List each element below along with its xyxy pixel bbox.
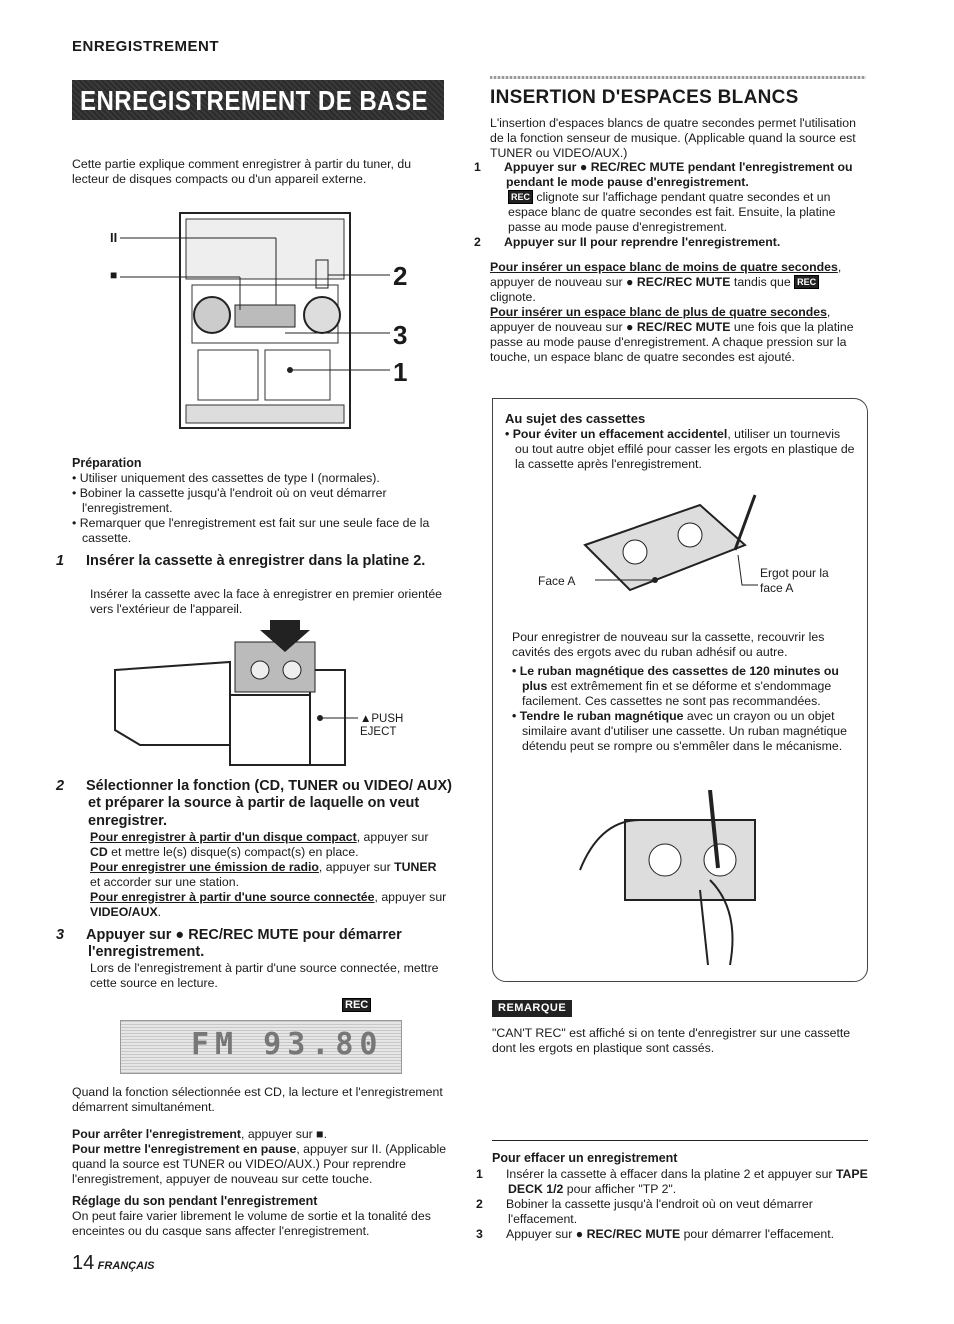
right-column-rule bbox=[490, 76, 866, 79]
section-tag: ENREGISTREMENT bbox=[72, 38, 220, 55]
page-number: 14 bbox=[72, 1252, 95, 1274]
blank-variants bbox=[490, 260, 868, 365]
preparation-item: • Utiliser uniquement des cassettes de type I (normales). bbox=[72, 471, 380, 486]
preparation-item: • Bobiner la cassette jusqu'à l'endroit où on veut démarrer l'enregistrement. bbox=[72, 486, 387, 516]
after-lcd-text: Quand la fonction sélectionnée est CD, la lecture et l'enregistrement démarrent simultanément. bbox=[72, 1085, 443, 1114]
step1-number: 1 bbox=[56, 553, 65, 569]
push-label: ▲PUSH bbox=[360, 713, 404, 725]
step2-title: Sélectionner la fonction (CD, TUNER ou VIDEO/ AUX) et préparer la source à partir de laquelle on veut enregistrer. bbox=[86, 778, 453, 829]
sound-text: On peut faire varier librement le volume de sortie et la tonalité des enceintes ou du casque sans affecter l'enregistrement. bbox=[72, 1209, 431, 1238]
blank-steps bbox=[474, 160, 868, 250]
step1-text: Insérer la cassette avec la face à enregistrer en premier orientée vers l'extérieur de l'appareil. bbox=[90, 587, 443, 616]
cassette-tip-1: • Pour éviter un effacement accidentel, utiliser un tournevis ou tout autre objet effilé pour casser les ergots en plastique de la cassette après l'enregistrement. bbox=[505, 426, 855, 471]
blank-less: Pour insérer un espace blanc de moins de quatre secondes, appuyer de nouveau sur ● REC/REC MUTE tandis que REC clignote. bbox=[490, 260, 842, 304]
cassette-tab-illustration bbox=[530, 490, 850, 620]
lcd-display bbox=[120, 1020, 402, 1074]
cassette-tip-2: • Le ruban magnétique des cassettes de 120 minutes ou plus est extrêmement fin et se déforme et s'endommage facilement. Ces cassettes ne sont pas recommandées. bbox=[512, 664, 839, 708]
remarque-label: REMARQUE bbox=[492, 1000, 572, 1017]
erase-title: Pour effacer un enregistrement bbox=[492, 1151, 678, 1165]
lcd-rec-indicator: REC bbox=[342, 998, 371, 1012]
ergot-label: Ergot pour la face A bbox=[760, 566, 829, 595]
remarque-text: "CAN'T REC" est affiché si on tente d'enregistrer sur une cassette dont les ergots en plastique sont cassés. bbox=[492, 1026, 851, 1055]
step2-cd: Pour enregistrer à partir d'un disque compact, appuyer sur CD et mettre le(s) disque(s) compact(s) en place. bbox=[90, 830, 429, 859]
rec-indicator: REC bbox=[794, 275, 819, 289]
pencil-tape-figure bbox=[570, 790, 790, 970]
intro-text: Cette partie explique comment enregistrer à partir du tuner, du lecteur de disques compacts ou d'un appareil externe. bbox=[72, 157, 412, 186]
page-title-bar bbox=[72, 80, 444, 120]
stop-instruction: Pour arrêter l'enregistrement, appuyer sur ■. bbox=[72, 1127, 328, 1141]
preparation-section bbox=[72, 456, 448, 546]
step3-title: Appuyer sur ● REC/REC MUTE pour démarrer l'enregistrement. bbox=[86, 927, 402, 961]
cassette-tip-cover: Pour enregistrer de nouveau sur la cassette, recouvrir les cavités des ergots avec du ruban adhésif ou autre. bbox=[512, 630, 825, 659]
pause-label: II bbox=[110, 230, 118, 245]
step3-text: Lors de l'enregistrement à partir d'une source connectée, mettre cette source en lecture. bbox=[90, 961, 439, 990]
page-footer bbox=[72, 1251, 155, 1275]
cassette-insert-figure bbox=[110, 620, 430, 770]
cassette-tab-figure bbox=[530, 490, 850, 620]
pencil-tape-illustration bbox=[570, 790, 790, 970]
step3-number: 3 bbox=[56, 927, 65, 943]
step2-cd-label: Pour enregistrer à partir d'un disque compact bbox=[90, 830, 357, 844]
eject-label: EJECT bbox=[360, 726, 397, 738]
callout-3: 3 bbox=[393, 320, 408, 350]
cassette-info-title: Au sujet des cassettes bbox=[505, 411, 646, 426]
preparation-title: Préparation bbox=[72, 456, 142, 470]
callout-1: 1 bbox=[393, 357, 408, 387]
step2-heading bbox=[56, 778, 468, 830]
blank-step1-text: REC clignote sur l'affichage pendant quatre secondes et un espace blanc de quatre secondes est fait. Ensuite, la platine passe au mode pause d'enregistrement. bbox=[508, 190, 836, 234]
face-a-label: Face A bbox=[538, 574, 576, 588]
blank-intro: L'insertion d'espaces blancs de quatre secondes permet l'utilisation de la fonction senseur de musique. (Applicable quand la source est TUNER ou VIDEO/AUX.) bbox=[490, 116, 856, 160]
step2-source-label: Pour enregistrer à partir d'une source connectée bbox=[90, 890, 375, 904]
erase-step: 3 Appuyer sur ● REC/REC MUTE pour démarrer l'effacement. bbox=[476, 1227, 835, 1241]
remarque-badge bbox=[492, 1000, 572, 1017]
cassette-info-more bbox=[512, 630, 854, 754]
preparation-item: • Remarquer que l'enregistrement est fait sur une seule face de la cassette. bbox=[72, 516, 430, 546]
step1-title: Insérer la cassette à enregistrer dans la platine 2. bbox=[86, 553, 426, 569]
step2-radio-label: Pour enregistrer une émission de radio bbox=[90, 860, 319, 874]
step2-radio: Pour enregistrer une émission de radio, appuyer sur TUNER et accorder sur une station. bbox=[90, 860, 437, 889]
stop-label: ■ bbox=[110, 268, 118, 282]
lcd-frequency: FM 93.80 bbox=[191, 1027, 384, 1062]
stereo-unit-figure bbox=[100, 205, 430, 435]
page-title: ENREGISTREMENT DE BASE bbox=[80, 85, 428, 116]
step1-heading bbox=[56, 553, 464, 570]
rec-indicator: REC bbox=[508, 190, 533, 204]
erase-divider bbox=[492, 1140, 868, 1141]
cassette-info-content bbox=[505, 411, 855, 472]
cassette-tip-3: • Tendre le ruban magnétique avec un crayon ou un objet similaire avant d'utiliser une cassette. Un ruban magnétique détendu peut se rompre ou s'emmêler dans le mécanisme. bbox=[512, 709, 847, 753]
sound-title: Réglage du son pendant l'enregistrement bbox=[72, 1194, 318, 1208]
step2-source: Pour enregistrer à partir d'une source connectée, appuyer sur VIDEO/AUX. bbox=[90, 890, 447, 919]
blank-insertion-title: INSERTION D'ESPACES BLANCS bbox=[490, 87, 799, 108]
blank-more: Pour insérer un espace blanc de plus de quatre secondes, appuyer de nouveau sur ● REC/REC MUTE une fois que la platine passe au mode pause d'enregistrement. A chaque pression sur la touche, un espace blanc de quatre secondes est ajouté. bbox=[490, 305, 854, 364]
erase-step: 1 Insérer la cassette à effacer dans la platine 2 et appuyer sur TAPE DECK 1/2 pour afficher "TP 2". bbox=[476, 1167, 868, 1196]
cassette-insert-illustration bbox=[110, 620, 430, 770]
step2-body bbox=[90, 830, 448, 920]
stereo-unit-illustration bbox=[100, 205, 430, 435]
page-language: FRANÇAIS bbox=[97, 1260, 155, 1272]
erase-steps bbox=[476, 1167, 870, 1242]
blank-step1-title: 1 Appuyer sur ● REC/REC MUTE pendant l'enregistrement ou pendant le mode pause d'enregistrement. bbox=[474, 160, 853, 189]
step3-heading bbox=[56, 927, 468, 962]
pause-instruction: Pour mettre l'enregistrement en pause, appuyer sur II. (Applicable quand la source est TUNER ou VIDEO/AUX.) Pour reprendre l'enregistrement, appuyer de nouveau sur cette touche. bbox=[72, 1142, 447, 1186]
step2-number: 2 bbox=[56, 778, 65, 794]
blank-step2-title: 2 Appuyer sur II pour reprendre l'enregistrement. bbox=[474, 235, 781, 249]
erase-step: 2 Bobiner la cassette jusqu'à l'endroit où on veut démarrer l'effacement. bbox=[476, 1197, 813, 1226]
callout-2: 2 bbox=[393, 261, 408, 291]
